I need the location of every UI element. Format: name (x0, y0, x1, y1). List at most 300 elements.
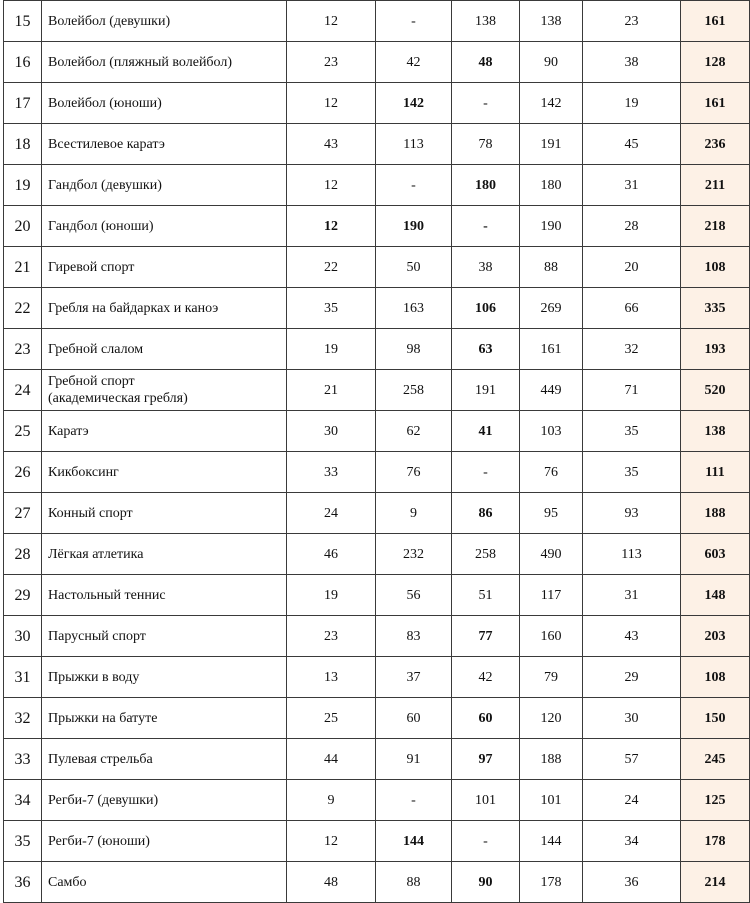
value-cell-1 (287, 288, 376, 329)
value-cell-2 (376, 370, 452, 411)
total-cell-text: 193 (704, 341, 726, 357)
sport-name-cell (42, 452, 287, 493)
row-number-cell (4, 411, 42, 452)
value-cell-4-text: 160 (540, 628, 562, 644)
row-number-cell (4, 1, 42, 42)
row-number-cell (4, 862, 42, 903)
value-cell-1 (287, 575, 376, 616)
value-cell-2 (376, 165, 452, 206)
sport-name-cell (42, 780, 287, 821)
value-cell-4 (520, 329, 583, 370)
total-cell (681, 329, 750, 370)
total-cell-text: 218 (704, 218, 726, 234)
value-cell-4 (520, 821, 583, 862)
value-cell-2 (376, 698, 452, 739)
row-number-cell-text: 29 (14, 586, 31, 604)
value-cell-1-text: 12 (324, 95, 338, 111)
total-cell (681, 370, 750, 411)
total-cell (681, 575, 750, 616)
value-cell-3-text: 86 (478, 505, 493, 521)
value-cell-2-text: - (411, 177, 416, 193)
row-number-cell-text: 27 (14, 504, 31, 522)
value-cell-1-text: 46 (324, 546, 338, 562)
total-cell-text: 245 (704, 751, 726, 767)
sport-name-cell-text: Волейбол (девушки) (48, 13, 171, 29)
value-cell-5 (583, 247, 681, 288)
value-cell-3-text: 78 (478, 136, 493, 152)
value-cell-4 (520, 411, 583, 452)
value-cell-5 (583, 493, 681, 534)
total-cell-text: 178 (704, 833, 726, 849)
row-number-cell-text: 30 (14, 627, 31, 645)
total-cell (681, 657, 750, 698)
value-cell-2-text: 83 (406, 628, 421, 644)
value-cell-4-text: 103 (540, 423, 562, 439)
row-number-cell (4, 370, 42, 411)
row-number-cell (4, 165, 42, 206)
sport-name-cell-text: Волейбол (юноши) (48, 95, 162, 111)
value-cell-2 (376, 862, 452, 903)
value-cell-4 (520, 698, 583, 739)
value-cell-4 (520, 739, 583, 780)
sport-name-cell-text: Гиревой спорт (48, 259, 135, 275)
value-cell-3-text: 41 (478, 423, 493, 439)
value-cell-1-text: 23 (324, 628, 338, 644)
total-cell-text: 161 (704, 95, 726, 111)
value-cell-4-text: 190 (540, 218, 562, 234)
table-row (4, 206, 750, 247)
value-cell-4-text: 144 (540, 833, 562, 849)
value-cell-4 (520, 124, 583, 165)
value-cell-4-text: 76 (544, 464, 558, 480)
value-cell-2-text: 76 (406, 464, 421, 480)
row-number-cell (4, 657, 42, 698)
sport-name-cell (42, 165, 287, 206)
value-cell-3 (452, 370, 520, 411)
table-row (4, 698, 750, 739)
table-row (4, 329, 750, 370)
value-cell-5-text: 34 (624, 833, 639, 849)
value-cell-5-text: 35 (624, 423, 639, 439)
value-cell-1-text: 48 (324, 874, 338, 890)
sport-name-line-1: Гребной спорт (48, 374, 135, 389)
value-cell-3-text: 38 (478, 259, 493, 275)
sports-stats-table (3, 0, 750, 903)
value-cell-2 (376, 534, 452, 575)
sport-name-cell (42, 616, 287, 657)
value-cell-1 (287, 370, 376, 411)
total-cell (681, 411, 750, 452)
value-cell-3-text: 42 (478, 669, 493, 685)
sport-name-cell-text: Лёгкая атлетика (48, 546, 144, 562)
total-cell (681, 780, 750, 821)
total-cell (681, 821, 750, 862)
value-cell-3-text: 191 (475, 382, 496, 398)
value-cell-3-text: 97 (478, 751, 493, 767)
row-number-cell-text: 17 (14, 94, 31, 112)
total-cell-text: 111 (705, 464, 725, 480)
value-cell-3 (452, 821, 520, 862)
row-number-cell-text: 22 (14, 299, 31, 317)
value-cell-3-text: 258 (475, 546, 496, 562)
value-cell-5 (583, 862, 681, 903)
total-cell-text: 335 (704, 300, 726, 316)
value-cell-4-text: 88 (544, 259, 558, 275)
value-cell-1 (287, 247, 376, 288)
table-row (4, 575, 750, 616)
value-cell-1-text: 12 (324, 13, 338, 29)
value-cell-5-text: 45 (624, 136, 639, 152)
sport-name-cell-text: Конный спорт (48, 505, 133, 521)
value-cell-1-text: 22 (324, 259, 338, 275)
value-cell-1 (287, 821, 376, 862)
row-number-cell-text: 15 (14, 12, 31, 30)
value-cell-5-text: 113 (621, 546, 642, 562)
value-cell-5-text: 36 (624, 874, 639, 890)
total-cell-text: 125 (704, 792, 726, 808)
table-row (4, 739, 750, 780)
value-cell-4 (520, 616, 583, 657)
table-row (4, 124, 750, 165)
total-cell (681, 1, 750, 42)
table-body (4, 1, 750, 903)
value-cell-3-text: - (483, 833, 488, 849)
value-cell-2-text: 144 (403, 833, 424, 849)
value-cell-3 (452, 165, 520, 206)
value-cell-1-text: 19 (324, 341, 338, 357)
value-cell-2-text: 163 (403, 300, 424, 316)
value-cell-5-text: 30 (624, 710, 639, 726)
value-cell-2 (376, 493, 452, 534)
value-cell-5-text: 71 (624, 382, 639, 398)
value-cell-1 (287, 411, 376, 452)
value-cell-5 (583, 329, 681, 370)
value-cell-1 (287, 862, 376, 903)
value-cell-1 (287, 739, 376, 780)
value-cell-4-text: 95 (544, 505, 558, 521)
table-row (4, 534, 750, 575)
value-cell-3 (452, 124, 520, 165)
value-cell-1 (287, 534, 376, 575)
table-row (4, 657, 750, 698)
value-cell-1-text: 25 (324, 710, 338, 726)
sport-name-cell (42, 821, 287, 862)
value-cell-5 (583, 83, 681, 124)
value-cell-4 (520, 657, 583, 698)
row-number-cell-text: 33 (14, 750, 31, 768)
value-cell-4 (520, 165, 583, 206)
value-cell-4-text: 142 (540, 95, 562, 111)
total-cell-text: 148 (704, 587, 726, 603)
table-row (4, 616, 750, 657)
table-row (4, 83, 750, 124)
value-cell-4-text: 79 (544, 669, 558, 685)
value-cell-4-text: 90 (544, 54, 558, 70)
table-row (4, 493, 750, 534)
value-cell-5-text: 31 (624, 177, 639, 193)
row-number-cell-text: 21 (14, 258, 31, 276)
value-cell-2-text: 98 (406, 341, 421, 357)
total-cell-text: 203 (704, 628, 726, 644)
row-number-cell-text: 20 (14, 217, 31, 235)
total-cell-text: 603 (704, 546, 726, 562)
row-number-cell (4, 247, 42, 288)
sport-name-cell-text: Прыжки в воду (48, 669, 140, 685)
row-number-cell (4, 493, 42, 534)
sport-name-cell (42, 657, 287, 698)
value-cell-2-text: 62 (406, 423, 421, 439)
value-cell-5-text: 66 (624, 300, 639, 316)
value-cell-3 (452, 657, 520, 698)
value-cell-1-text: 12 (324, 218, 338, 234)
total-cell-text: 188 (704, 505, 726, 521)
sport-name-cell (42, 534, 287, 575)
value-cell-3-text: - (483, 95, 488, 111)
value-cell-1 (287, 124, 376, 165)
value-cell-4 (520, 575, 583, 616)
total-cell (681, 698, 750, 739)
value-cell-2-text: 113 (403, 136, 424, 152)
value-cell-2-text: 232 (403, 546, 424, 562)
sport-name-cell (42, 862, 287, 903)
total-cell-text: 150 (704, 710, 726, 726)
value-cell-5 (583, 370, 681, 411)
row-number-cell (4, 534, 42, 575)
total-cell-text: 108 (704, 669, 726, 685)
value-cell-2-text: 37 (406, 669, 421, 685)
value-cell-2 (376, 452, 452, 493)
value-cell-5-text: 32 (624, 341, 639, 357)
value-cell-5 (583, 206, 681, 247)
total-cell (681, 247, 750, 288)
total-cell-text: 108 (704, 259, 726, 275)
sport-name-cell (42, 329, 287, 370)
value-cell-3 (452, 575, 520, 616)
value-cell-1 (287, 780, 376, 821)
value-cell-1-text: 35 (324, 300, 338, 316)
value-cell-1 (287, 698, 376, 739)
value-cell-1 (287, 206, 376, 247)
sport-name-cell-text: Регби-7 (юноши) (48, 833, 150, 849)
sport-name-cell (42, 1, 287, 42)
row-number-cell (4, 206, 42, 247)
value-cell-3-text: - (483, 464, 488, 480)
row-number-cell-text: 19 (14, 176, 31, 194)
sport-name-cell-text: Волейбол (пляжный волейбол) (48, 54, 233, 70)
value-cell-5 (583, 411, 681, 452)
table-row (4, 862, 750, 903)
sport-name-cell-text: Кикбоксинг (48, 464, 119, 480)
value-cell-5 (583, 288, 681, 329)
sport-name-cell (42, 124, 287, 165)
total-cell (681, 534, 750, 575)
value-cell-4-text: 101 (540, 792, 562, 808)
sport-name-cell-text: Гандбол (девушки) (48, 177, 162, 193)
total-cell-text: 161 (704, 13, 726, 29)
value-cell-5 (583, 616, 681, 657)
sport-name-cell-text: Пулевая стрельба (48, 751, 153, 767)
sport-name-cell (42, 575, 287, 616)
value-cell-2-text: 142 (403, 95, 424, 111)
value-cell-4 (520, 83, 583, 124)
value-cell-3-text: 101 (475, 792, 496, 808)
value-cell-3-text: 77 (478, 628, 493, 644)
value-cell-3 (452, 1, 520, 42)
value-cell-2 (376, 1, 452, 42)
total-cell (681, 206, 750, 247)
value-cell-4-text: 269 (540, 300, 562, 316)
value-cell-3-text: 63 (478, 341, 493, 357)
value-cell-1-text: 23 (324, 54, 338, 70)
sport-name-cell-text: Гребной слалом (48, 341, 144, 357)
value-cell-3-text: - (483, 218, 488, 234)
total-cell (681, 42, 750, 83)
row-number-cell-text: 26 (14, 463, 31, 481)
row-number-cell (4, 42, 42, 83)
value-cell-2 (376, 288, 452, 329)
table-row (4, 411, 750, 452)
value-cell-3 (452, 780, 520, 821)
value-cell-3 (452, 288, 520, 329)
value-cell-3-text: 180 (475, 177, 496, 193)
row-number-cell-text: 36 (14, 873, 31, 891)
value-cell-4-text: 138 (540, 13, 562, 29)
total-cell (681, 862, 750, 903)
sport-name-cell-text: Настольный теннис (48, 587, 166, 603)
value-cell-3 (452, 739, 520, 780)
value-cell-4 (520, 452, 583, 493)
value-cell-1 (287, 1, 376, 42)
value-cell-1 (287, 452, 376, 493)
value-cell-4-text: 191 (540, 136, 562, 152)
row-number-cell-text: 24 (14, 381, 31, 399)
row-number-cell-text: 28 (14, 545, 31, 563)
sport-name-cell (42, 206, 287, 247)
table-row (4, 288, 750, 329)
value-cell-1 (287, 616, 376, 657)
value-cell-2 (376, 329, 452, 370)
value-cell-1-text: 24 (324, 505, 338, 521)
sport-name-cell (42, 493, 287, 534)
sport-name-cell-text: Самбо (48, 874, 87, 890)
total-cell (681, 739, 750, 780)
value-cell-2-text: 190 (403, 218, 424, 234)
value-cell-2 (376, 42, 452, 83)
total-cell (681, 83, 750, 124)
sport-name-cell (42, 739, 287, 780)
value-cell-5 (583, 698, 681, 739)
value-cell-5 (583, 657, 681, 698)
value-cell-5 (583, 1, 681, 42)
value-cell-5-text: 23 (624, 13, 639, 29)
value-cell-2-text: 60 (406, 710, 421, 726)
value-cell-3 (452, 534, 520, 575)
value-cell-1-text: 9 (327, 792, 335, 808)
value-cell-2-text: - (411, 13, 416, 29)
value-cell-4-text: 490 (540, 546, 562, 562)
value-cell-2-text: 50 (406, 259, 421, 275)
value-cell-3 (452, 616, 520, 657)
value-cell-1-text: 44 (324, 751, 338, 767)
value-cell-3 (452, 206, 520, 247)
value-cell-2 (376, 657, 452, 698)
value-cell-2 (376, 616, 452, 657)
row-number-cell-text: 31 (14, 668, 31, 686)
row-number-cell-text: 25 (14, 422, 31, 440)
value-cell-3 (452, 698, 520, 739)
value-cell-4 (520, 206, 583, 247)
value-cell-3 (452, 493, 520, 534)
sport-name-cell-text: Всестилевое каратэ (48, 136, 165, 152)
value-cell-5 (583, 575, 681, 616)
total-cell (681, 493, 750, 534)
table-row (4, 370, 750, 411)
value-cell-2 (376, 780, 452, 821)
value-cell-4 (520, 780, 583, 821)
value-cell-4-text: 178 (540, 874, 562, 890)
value-cell-1-text: 12 (324, 177, 338, 193)
row-number-cell-text: 18 (14, 135, 31, 153)
total-cell (681, 288, 750, 329)
value-cell-4-text: 161 (540, 341, 562, 357)
value-cell-2 (376, 575, 452, 616)
value-cell-5-text: 57 (624, 751, 639, 767)
value-cell-4 (520, 288, 583, 329)
total-cell-text: 214 (704, 874, 726, 890)
value-cell-4-text: 449 (540, 382, 562, 398)
value-cell-4 (520, 42, 583, 83)
sport-name-cell (42, 698, 287, 739)
value-cell-3-text: 60 (478, 710, 493, 726)
value-cell-4 (520, 370, 583, 411)
total-cell-text: 128 (704, 54, 726, 70)
value-cell-3-text: 138 (475, 13, 496, 29)
sport-name-cell (42, 370, 287, 411)
value-cell-1-text: 43 (324, 136, 338, 152)
value-cell-2-text: 91 (406, 751, 421, 767)
sport-name-cell (42, 42, 287, 83)
row-number-cell (4, 575, 42, 616)
value-cell-1-text: 30 (324, 423, 338, 439)
value-cell-3 (452, 329, 520, 370)
total-cell (681, 124, 750, 165)
value-cell-2 (376, 821, 452, 862)
sport-name-line-2: (академическая гребля) (48, 391, 188, 406)
value-cell-3-text: 90 (478, 874, 493, 890)
sport-name-cell-text: Гандбол (юноши) (48, 218, 154, 234)
total-cell-text: 138 (704, 423, 726, 439)
value-cell-2 (376, 411, 452, 452)
value-cell-2 (376, 206, 452, 247)
sport-name-cell (42, 247, 287, 288)
value-cell-2-text: 42 (406, 54, 421, 70)
value-cell-5-text: 20 (624, 259, 639, 275)
row-number-cell (4, 739, 42, 780)
value-cell-5-text: 93 (624, 505, 639, 521)
sport-name-cell-text: Регби-7 (девушки) (48, 792, 159, 808)
sport-name-cell-text: Каратэ (48, 423, 89, 439)
value-cell-5-text: 43 (624, 628, 639, 644)
value-cell-4 (520, 493, 583, 534)
value-cell-5-text: 29 (624, 669, 639, 685)
value-cell-2-text: - (411, 792, 416, 808)
value-cell-1-text: 12 (324, 833, 338, 849)
value-cell-5 (583, 739, 681, 780)
sport-name-cell-text: Парусный спорт (48, 628, 146, 644)
value-cell-4 (520, 862, 583, 903)
value-cell-3 (452, 83, 520, 124)
value-cell-1-text: 19 (324, 587, 338, 603)
